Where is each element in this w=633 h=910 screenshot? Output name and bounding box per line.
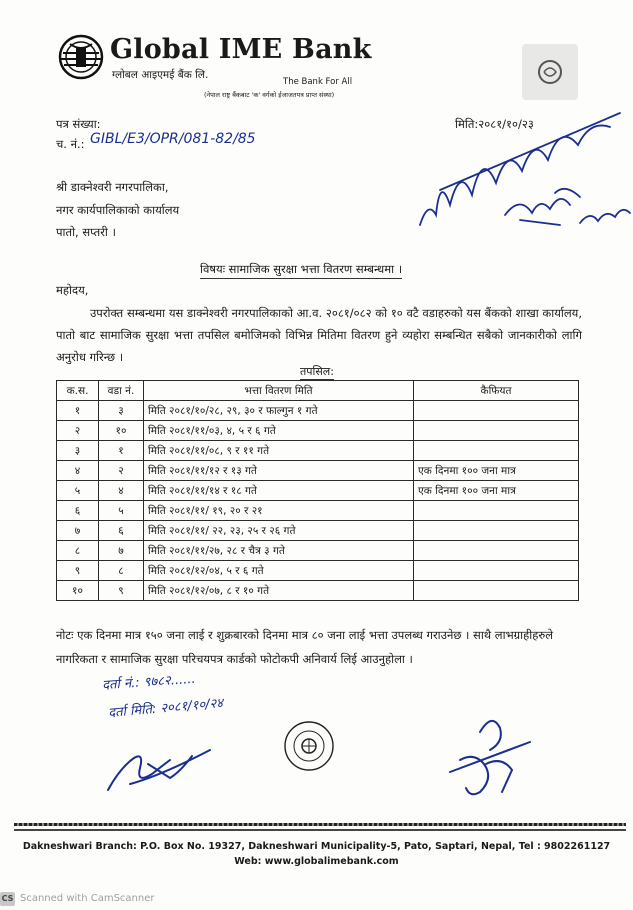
certification-badge-icon bbox=[536, 58, 564, 86]
footer-website: Web: www.globalimebank.com bbox=[234, 856, 399, 867]
header-date: भत्ता वितरण मिति bbox=[144, 381, 414, 401]
distribution-table bbox=[56, 380, 579, 601]
camscanner-watermark: Scanned with CamScanner bbox=[20, 893, 155, 904]
cell-remarks: एक दिनमा १०० जना मात्र bbox=[414, 461, 579, 481]
table-row bbox=[57, 541, 579, 561]
chalani-number: GIBL/E3/OPR/081-82/85 bbox=[90, 131, 256, 147]
cell-sn: ८ bbox=[57, 541, 99, 561]
cell-date: मिति २०८१/१२/०७, ८ र १० गते bbox=[144, 581, 414, 601]
table-row bbox=[57, 521, 579, 541]
cell-date: मिति २०८१/११/ १९, २० र २१ bbox=[144, 501, 414, 521]
cell-ward: ९ bbox=[99, 581, 144, 601]
bank-name-nepali: ग्लोबल आइएमई बैंक लि. bbox=[112, 69, 209, 81]
cell-date: मिति २०८१/११/१२ र १३ गते bbox=[144, 461, 414, 481]
bank-seal-icon bbox=[283, 720, 335, 772]
cell-remarks bbox=[414, 441, 579, 461]
cell-date: मिति २०८१/११/०३, ४, ५ र ६ गते bbox=[144, 421, 414, 441]
table-caption: तपसिल: bbox=[300, 365, 334, 378]
cell-date: मिति २०८१/११/१४ र १८ गते bbox=[144, 481, 414, 501]
cell-ward: १० bbox=[99, 421, 144, 441]
table-row bbox=[57, 421, 579, 441]
camscanner-icon: CS bbox=[0, 892, 15, 906]
cell-remarks bbox=[414, 541, 579, 561]
addressee-line-1: श्री डाक्नेश्वरी नगरपालिका, bbox=[56, 180, 169, 194]
cell-ward: २ bbox=[99, 461, 144, 481]
registration-note: (नेपाल राष्ट्र बैंकबाट 'क' वर्गको ईजाजतपत्र प्राप्त संस्था) bbox=[204, 91, 335, 99]
cell-ward: ५ bbox=[99, 501, 144, 521]
cell-sn: ५ bbox=[57, 481, 99, 501]
cell-sn: ७ bbox=[57, 521, 99, 541]
cell-date: मिति २०८१/११/ २२, २३, २५ र २६ गते bbox=[144, 521, 414, 541]
table-row bbox=[57, 441, 579, 461]
addressee-line-2: नगर कार्यपालिकाको कार्यालय bbox=[56, 203, 180, 217]
cell-remarks bbox=[414, 401, 579, 421]
cell-sn: ४ bbox=[57, 461, 99, 481]
header-remarks: कैफियत bbox=[414, 381, 579, 401]
salutation: महोदय, bbox=[56, 283, 89, 297]
header-ward: वडा नं. bbox=[99, 381, 144, 401]
signature-icon bbox=[440, 712, 540, 800]
bank-tagline: The Bank For All bbox=[283, 77, 353, 87]
header-sn: क.स. bbox=[57, 381, 99, 401]
footer-rule bbox=[14, 823, 626, 826]
darta-date: दर्ता मिति: २०८१/१०/२४ bbox=[107, 696, 224, 721]
cell-sn: १० bbox=[57, 581, 99, 601]
table-row bbox=[57, 481, 579, 501]
letter-date: मिति:२०८१/१०/२३ bbox=[455, 117, 534, 131]
cell-ward: १ bbox=[99, 441, 144, 461]
chalani-label: च. नं.: bbox=[56, 137, 85, 151]
footer-address: Dakneshwari Branch: P.O. Box No. 19327, Dakneshwari Municipality-5, Pato, Saptari, Nepal, Tel : 9802261127 bbox=[22, 841, 611, 852]
table-header-row bbox=[57, 381, 579, 401]
table-row bbox=[57, 401, 579, 421]
letter-subject: विषयः सामाजिक सुरक्षा भत्ता वितरण सम्बन्धमा । bbox=[200, 262, 402, 279]
cell-ward: ४ bbox=[99, 481, 144, 501]
cell-sn: ९ bbox=[57, 561, 99, 581]
cell-ward: ३ bbox=[99, 401, 144, 421]
addressee-line-3: पातो, सप्तरी । bbox=[56, 225, 116, 239]
footer-rule bbox=[14, 829, 626, 831]
cell-remarks bbox=[414, 501, 579, 521]
handwritten-receipt-note-icon bbox=[410, 105, 633, 240]
bank-name: Global IME Bank bbox=[110, 34, 372, 65]
cell-date: मिति २०८१/११/०८, ९ र ११ गते bbox=[144, 441, 414, 461]
cell-date: मिति २०८१/११/२७, २८ र चैत्र ३ गते bbox=[144, 541, 414, 561]
letter-body-text: उपरोक्त सम्बन्धमा यस डाक्नेश्वरी नगरपालिकाको आ.व. २०८१/०८२ को १० वटै वडाहरुको यस बैंकको शाखा कार्यालय, पातो बाट सामाजिक सुरक्षा भत्ता तपसिल बमोजिमको विभिन्न मितिमा वितरण हुने व्यहोरा सम्बन्धित सबैको जानकारीको लागि अनुरोध गरिन्छ । bbox=[56, 306, 582, 364]
cell-sn: ६ bbox=[57, 501, 99, 521]
cell-date: मिति २०८१/१२/०४, ५ र ६ गते bbox=[144, 561, 414, 581]
cell-date: मिति २०८१/१०/२८, २९, ३० र फाल्गुन १ गते bbox=[144, 401, 414, 421]
signature-icon bbox=[100, 738, 220, 798]
table-row bbox=[57, 461, 579, 481]
cell-sn: १ bbox=[57, 401, 99, 421]
cell-remarks bbox=[414, 521, 579, 541]
letter-body bbox=[56, 302, 582, 368]
table-row bbox=[57, 501, 579, 521]
table-row bbox=[57, 561, 579, 581]
cell-remarks: एक दिनमा १०० जना मात्र bbox=[414, 481, 579, 501]
cell-ward: ८ bbox=[99, 561, 144, 581]
patra-sankhya-label: पत्र संख्या: bbox=[56, 117, 101, 131]
cell-ward: ६ bbox=[99, 521, 144, 541]
cell-sn: २ bbox=[57, 421, 99, 441]
cell-remarks bbox=[414, 581, 579, 601]
globe-ribbon-icon bbox=[58, 34, 104, 80]
cell-remarks bbox=[414, 561, 579, 581]
darta-number: दर्ता नं.: ९७८२...... bbox=[101, 671, 197, 694]
note: नोटः एक दिनमा मात्र १५० जना लाई र शुक्रबारको दिनमा मात्र ८० जना लाई भत्ता उपलब्ध गराउनेछ । साथै लाभग्राहीहरुले नागरिकता र सामाजिक सुरक्षा परिचयपत्र कार्डको फोटोकपी अनिवार्य लिई आउनुहोला । bbox=[56, 628, 553, 666]
table-row bbox=[57, 581, 579, 601]
cell-remarks bbox=[414, 421, 579, 441]
cell-sn: ३ bbox=[57, 441, 99, 461]
cell-ward: ७ bbox=[99, 541, 144, 561]
